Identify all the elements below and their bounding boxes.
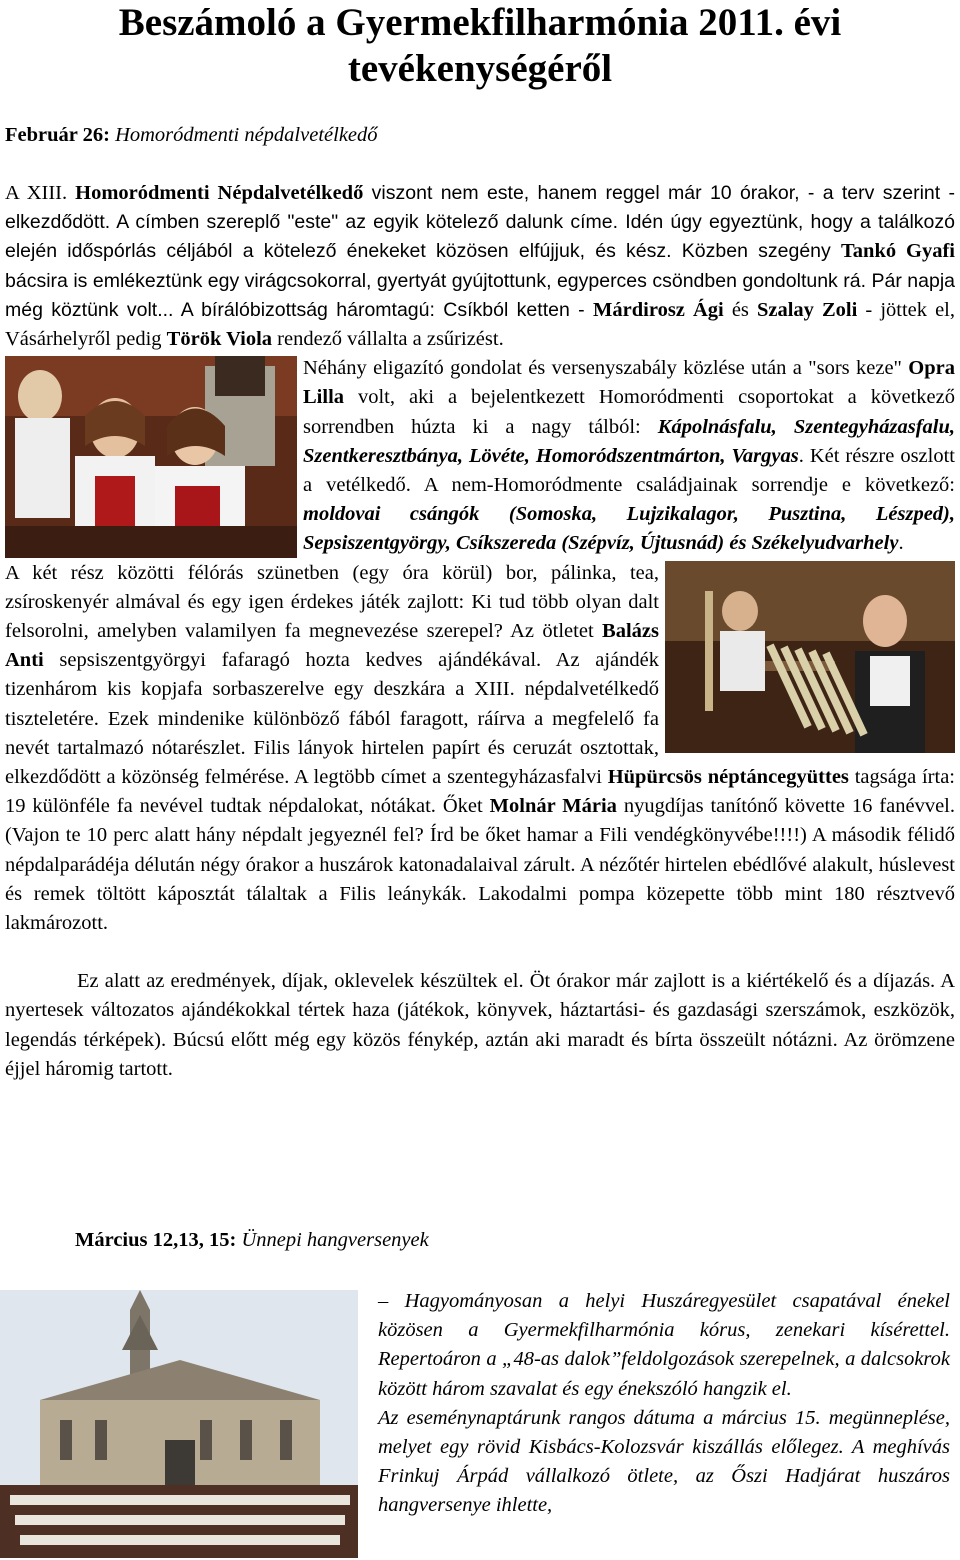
- section2-text: [378, 1287, 950, 1521]
- section-heading-february: [5, 121, 955, 150]
- folk-dancers-photo: [5, 356, 297, 558]
- paragraph-game: A két rész közötti félórás szünetben (egy óra körül) bor, pálinka, tea, zsíroskenyér almával és egy igen érdekes játék zajlott: Ki tud több olyan dalt felsorolni, amelyben valamilyen fa megnevezése szerepel? Az ötletet Balázs Anti sepsiszentgyörgyi fafaragó hozta kedves ajándékával. Az ajándék tizenhárom kis kopjafa sorbaszerelve egy deszkára a XIII. népdalvetélkedő tiszteletére. Ezek mindenike különböző fából faragott, ráírva a megfelelő fa nevét tartalmazó nótarészlet. Filis lányok hirtelen papírt és ceruzát osztottak, elkezdődött a közönség felmérése. A legtöbb címet a szentegyházasfalvi Hüpürcsös néptáncegyüttes tagsága írta: 19 különféle fa nevével tudtak népdalokat, nótákat. Őket Molnár Mária nyugdíjas tanítónő követte 16 fanévvel. (Vajon te 10 perc alatt hány népdalt jegyeznél fel? Írd be őket hamar a Fili vendégkönyvébe!!!!) A második félidő népdalparádéja délután négy órakor a huszárok katonadalaival zárult. A nézőtér hirtelen ebédlővé alakult, húslevest és remek töltött káposztát tálaltak a Filis leánykák. Lakodalmi pompa közepette több mint 180 résztvevő lakmározott.: [5, 561, 956, 935]
- section-heading-march: [75, 1226, 429, 1255]
- section-name: Homoródmenti népdalvetélkedő: [115, 124, 378, 146]
- paragraph-order: Néhány eligazító gondolat és versenyszabály közlése után a "sors keze" Opra Lilla volt, aki a bejelentkezett Homoródmenti csoportokat a következő sorrendben húzta ki a nagy tálból: Kápolnásfalu, Szentegyházasfalu, Szentkeresztbánya, Lövéte, Homoródszentmárton, Vargyas. Két részre oszlott a vetélkedő. A nem-Homoródmente családjainak sorrendje e következő: moldovai csángók (Somoska, Lujzikalagor, Pusztina, Lészped), Sepsiszentgyörgy, Csíkszereda (Szépvíz, Újtusnád) és Székelyudvarhely.: [303, 357, 955, 555]
- woodcarver-photo: [665, 561, 955, 753]
- document-page: [5, 0, 955, 1084]
- section-date: Március 12,13, 15:: [75, 1229, 237, 1251]
- march15-description: Az eseménynaptárunk rangos dátuma a március 15. megünneplése, melyet egy rövid Kisbács-Kolozsvár kiszállás előlegez. A meghívás Frinkuj Árpád vállalkozó ötlete, az Őszi Hadjárat huszáros hangversenye ihlette,: [378, 1406, 950, 1517]
- paragraph-results: Ez alatt az eredmények, díjak, oklevelek készültek el. Öt órakor már zajlott is a kiértékelő és a díjazás. A nyertesek változatos ajándékokkal tértek haza (játékok, könyvek, háztartási- és gazdasági szerszámok, eszközök, legendás térképek). Búcsú előtt még egy közös fénykép, aztán aki maradt és bírta összeült nótázni. Az örömzene éjjel háromig tartott.: [5, 970, 955, 1080]
- page-title: Beszámoló a Gyermekfilharmónia 2011. évi tevékenységéről: [118, 1, 842, 90]
- section-name: Ünnepi hangversenyek: [241, 1229, 429, 1251]
- concert-description: – Hagyományosan a helyi Huszáregyesület csapatával énekel közösen a Gyermekfilharmónia kórus, zenekari kísérettel. Repertoáron a „48-as dalok”feldolgozások szerepelnek, a dalcsokrok között három szavalat és egy énekszóló hangzik el.: [378, 1290, 950, 1400]
- section-date: Február 26:: [5, 124, 110, 146]
- paragraph-intro: A XIII. Homoródmenti Népdalvetélkedő viszont nem este, hanem reggel már 10 órakor, - a terv szerint - elkezdődött. A címben szereplő "este" az egyik kötelező dalunk címe. Idén úgy egyeztünk, hogy a találkozó elején időspórlás céljából a kötelező énekeket közösen elfújjuk, és kész. Közben szegény Tankó Gyafi bácsira is emlékeztünk egy virágcsokorral, gyertyát gyújtottunk, egyperces csöndben gondoltunk rá. Pár napja még köztünk volt... A bírálóbizottság háromtagú: Csíkból ketten - Márdirosz Ági és Szalay Zoli - jöttek el, Vásárhelyről pedig Török Viola rendező vállalta a zsűrizést.: [5, 182, 955, 351]
- church-choir-photo: [0, 1290, 358, 1558]
